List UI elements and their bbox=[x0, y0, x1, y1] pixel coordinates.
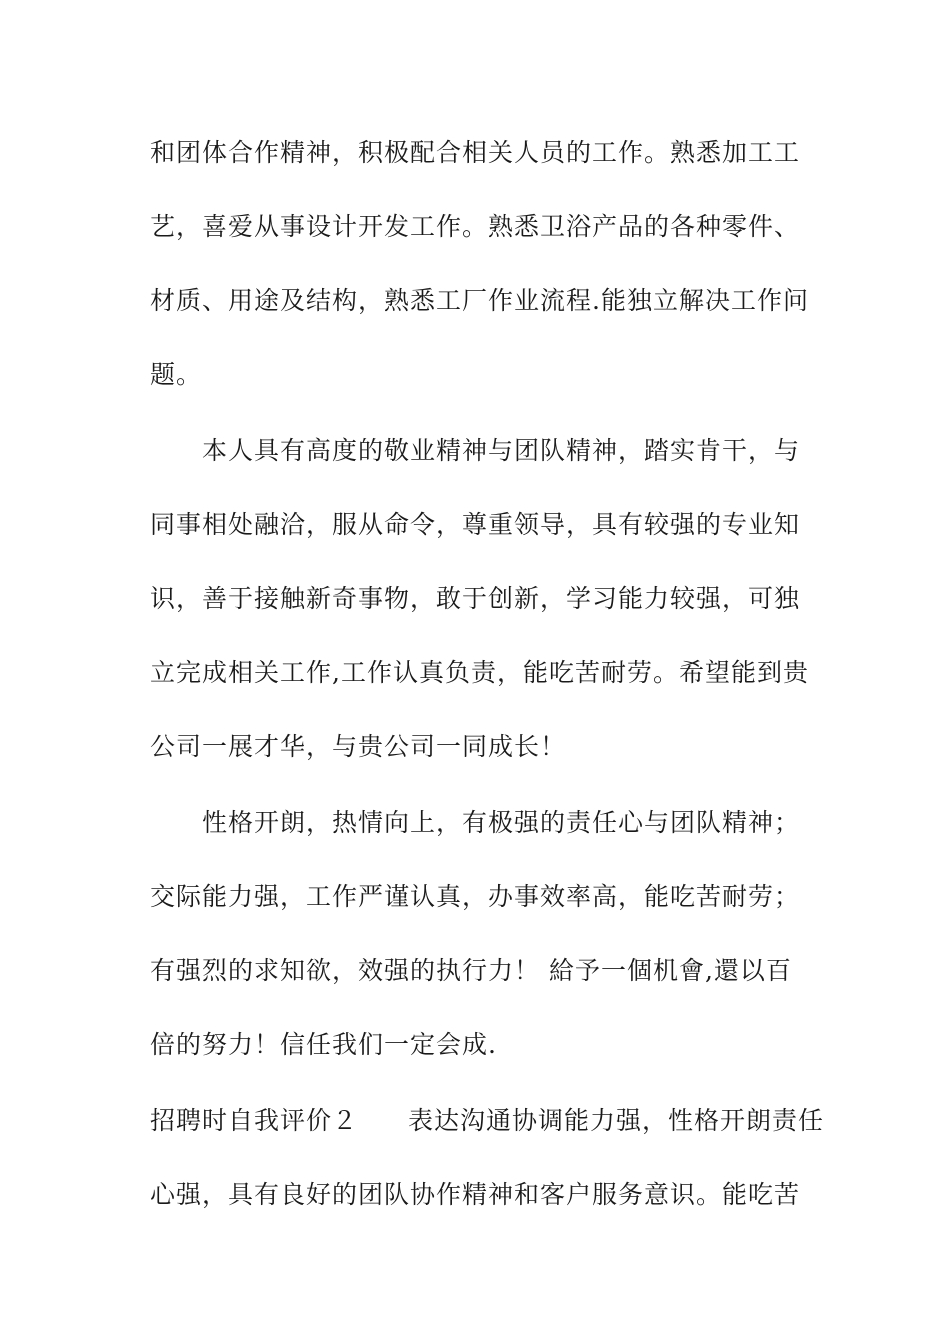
paragraph-line: 识，善于接触新奇事物，敢于创新，学习能力较强，可独 bbox=[150, 584, 801, 613]
paragraph-line: 立完成相关工作,工作认真负责，能吃苦耐劳。希望能到贵 bbox=[150, 658, 809, 687]
section-heading: 招聘时自我评价２ bbox=[150, 1106, 359, 1135]
paragraph-line: 同事相处融洽，服从命令，尊重领导，具有较强的专业知 bbox=[150, 510, 801, 539]
paragraph-line: 和团体合作精神，积极配合相关人员的工作。熟悉加工工 bbox=[150, 138, 801, 167]
paragraph-line: 有强烈的求知欲，效强的执行力！ 給予一個机會,還以百 bbox=[150, 956, 792, 985]
paragraph-line: 性格开朗，热情向上，有极强的责任心与团队精神； bbox=[202, 808, 801, 837]
paragraph-text: 表达沟通协调能力强，性格开朗责任 bbox=[408, 1106, 825, 1135]
paragraph-line: 本人具有高度的敬业精神与团队精神，踏实肯干，与 bbox=[202, 436, 801, 465]
paragraph-line: 艺，喜爱从事设计开发工作。熟悉卫浴产品的各种零件、 bbox=[150, 212, 801, 241]
paragraph-line: 题。 bbox=[150, 360, 203, 389]
section-line bbox=[150, 1106, 825, 1136]
paragraph-line: 交际能力强，工作严谨认真，办事效率高，能吃苦耐劳； bbox=[150, 882, 801, 911]
paragraph-line: 心强，具有良好的团队协作精神和客户服务意识。能吃苦 bbox=[150, 1180, 801, 1209]
paragraph-line: 倍的努力！信任我们一定会成. bbox=[150, 1030, 497, 1059]
paragraph-line: 公司一展才华，与贵公司一同成长！ bbox=[150, 732, 567, 761]
paragraph-line: 材质、用途及结构，熟悉工厂作业流程.能独立解决工作问 bbox=[150, 286, 809, 315]
